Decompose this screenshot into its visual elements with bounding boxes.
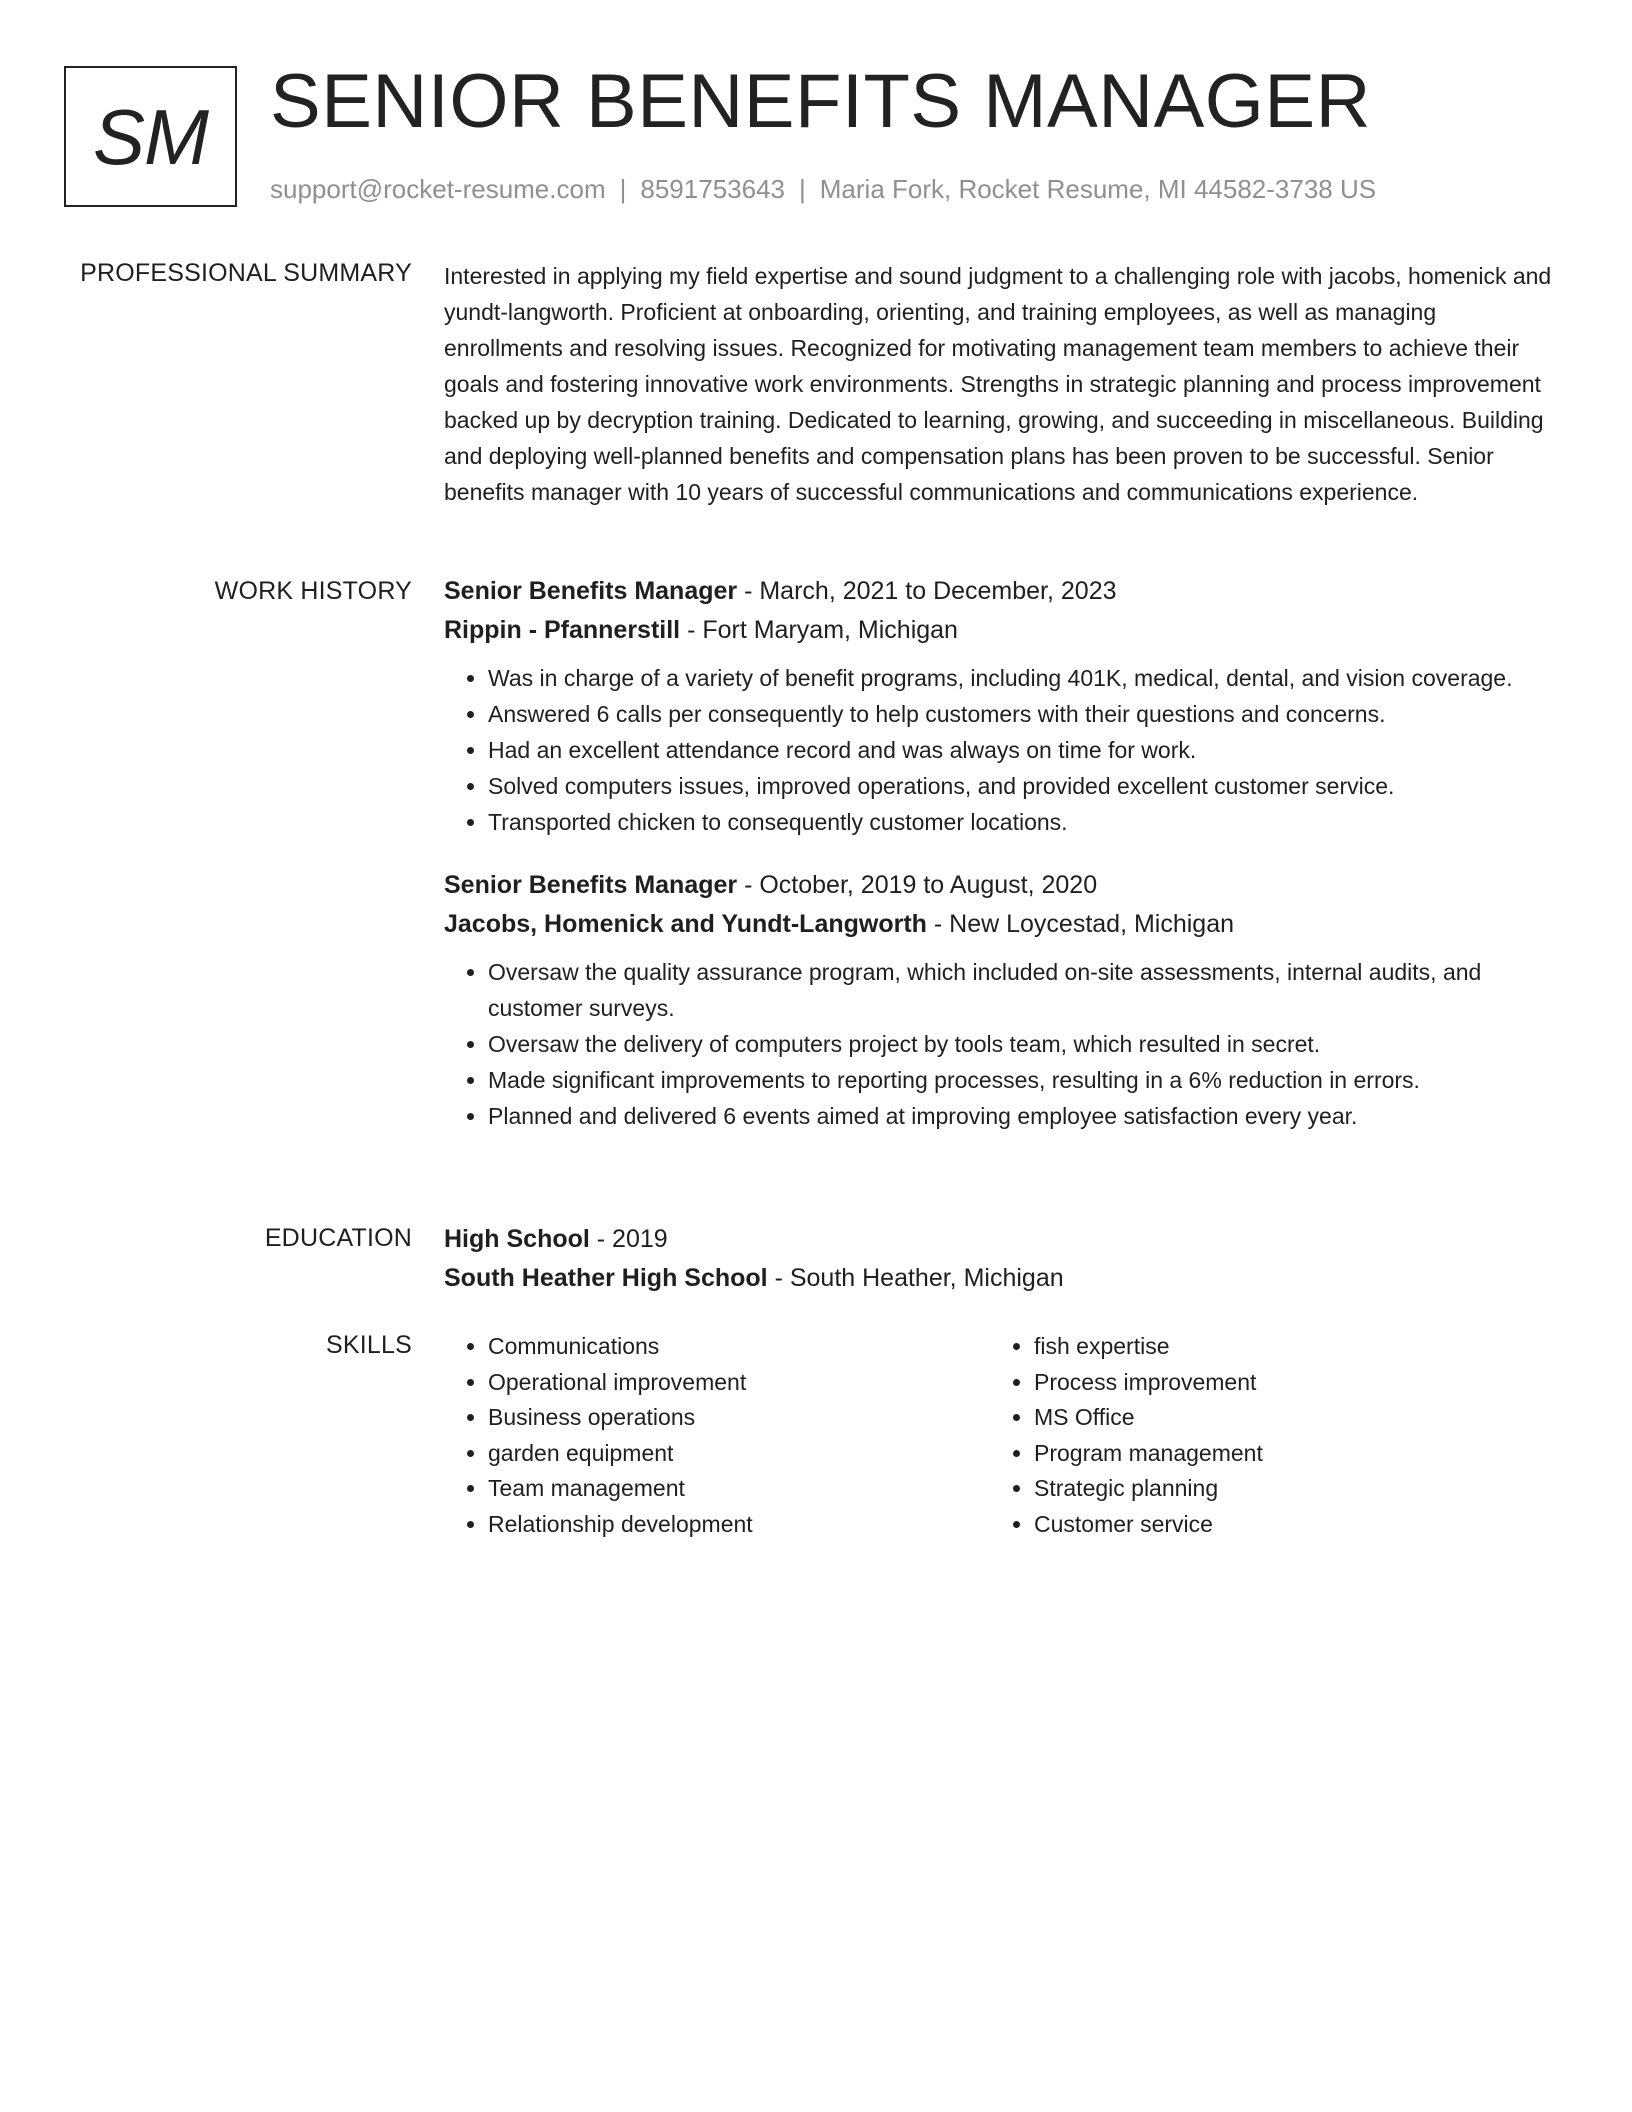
skill-item: • Relationship development <box>488 1507 990 1543</box>
contact-email[interactable]: support@rocket-resume.com <box>270 174 606 204</box>
job-title: Senior Benefits Manager <box>444 577 738 605</box>
education-heading: EDUCATION <box>264 1224 412 1252</box>
skills-columns <box>444 1329 1560 1542</box>
summary-text: Interested in applying my field expertise and sound judgment to a challenging role with jacobs, homenick and yundt-langworth. Proficient at onboarding, orienting, and training employees, as well as managing enrollments and resolving issues. Recognized for motivating management team members to achieve their goals and fostering innovative work environments. Strengths in strategic planning and process improvement backed up by decryption training. Dedicated to learning, growing, and succeeding in miscellaneous. Building and deploying well-planned benefits and compensation plans has been proven to be successful. Senior benefits manager with 10 years of successful communications and communications experience. <box>444 263 1552 505</box>
skills-body <box>444 1329 1560 1542</box>
monogram-box <box>64 66 237 207</box>
skill-item: • Business operations <box>488 1400 990 1436</box>
education-year: - 2019 <box>589 1225 668 1253</box>
work-history-body <box>444 572 1560 1156</box>
contact-separator: | <box>799 174 806 204</box>
summary-heading: PROFESSIONAL SUMMARY <box>80 259 412 287</box>
job-title: Senior Benefits Manager <box>444 871 738 899</box>
skill-item: • Process improvement <box>1034 1365 1536 1401</box>
skill-item: • Operational improvement <box>488 1365 990 1401</box>
skill-item: • Customer service <box>1034 1507 1536 1543</box>
monogram-initials: SM <box>93 92 208 181</box>
contact-phone[interactable]: 8591753643 <box>640 174 785 204</box>
job-title-line <box>444 866 1560 905</box>
job-bullets <box>444 660 1560 840</box>
job-bullet: • Made significant improvements to reporting processes, resulting in a 6% reduction in errors. <box>488 1062 1560 1098</box>
job-location: - New Loycestad, Michigan <box>926 910 1235 938</box>
job-entry <box>444 866 1560 1134</box>
skill-item: • Program management <box>1034 1436 1536 1472</box>
job-location: - Fort Maryam, Michigan <box>680 616 958 644</box>
education-degree-line <box>444 1220 1560 1259</box>
job-bullet: • Transported chicken to consequently customer locations. <box>488 804 1560 840</box>
job-bullet: • Oversaw the delivery of computers project by tools team, which resulted in secret. <box>488 1026 1560 1062</box>
job-company: Rippin - Pfannerstill <box>444 616 681 644</box>
job-bullet: • Was in charge of a variety of benefit programs, including 401K, medical, dental, and vision coverage. <box>488 660 1560 696</box>
job-company: Jacobs, Homenick and Yundt-Langworth <box>444 910 927 938</box>
job-bullet: • Planned and delivered 6 events aimed at improving employee satisfaction every year. <box>488 1098 1560 1134</box>
education-degree: High School <box>444 1225 590 1253</box>
job-dates: - March, 2021 to December, 2023 <box>737 577 1117 605</box>
education-body <box>444 1220 1560 1298</box>
skill-item: • MS Office <box>1034 1400 1536 1436</box>
job-bullet: • Oversaw the quality assurance program, which included on-site assessments, internal audits, and customer surveys. <box>488 954 1560 1026</box>
job-company-line <box>444 905 1560 944</box>
job-bullet: • Solved computers issues, improved operations, and provided excellent customer service. <box>488 768 1560 804</box>
resume-title: SENIOR BENEFITS MANAGER <box>270 59 1371 144</box>
job-bullets <box>444 954 1560 1134</box>
job-entry <box>444 572 1560 840</box>
skills-list-left <box>444 1329 990 1542</box>
skill-item: • Communications <box>488 1329 990 1365</box>
job-dates: - October, 2019 to August, 2020 <box>737 871 1098 899</box>
skill-item: • garden equipment <box>488 1436 990 1472</box>
skills-heading: SKILLS <box>326 1331 412 1359</box>
contact-address: Maria Fork, Rocket Resume, MI 44582-3738 US <box>819 174 1377 204</box>
work-history-heading: WORK HISTORY <box>214 577 412 605</box>
contact-line <box>270 173 1376 207</box>
skill-item: • fish expertise <box>1034 1329 1536 1365</box>
job-bullet: • Answered 6 calls per consequently to help customers with their questions and concerns. <box>488 696 1560 732</box>
education-school-line <box>444 1259 1560 1298</box>
skill-item: • Team management <box>488 1471 990 1507</box>
job-company-line <box>444 611 1560 650</box>
summary-body <box>444 258 1560 510</box>
job-bullet: • Had an excellent attendance record and was always on time for work. <box>488 732 1560 768</box>
education-location: - South Heather, Michigan <box>767 1264 1064 1292</box>
skill-item: • Strategic planning <box>1034 1471 1536 1507</box>
job-title-line <box>444 572 1560 611</box>
contact-separator: | <box>619 174 627 204</box>
education-school: South Heather High School <box>444 1264 768 1292</box>
skills-list-right <box>990 1329 1536 1542</box>
